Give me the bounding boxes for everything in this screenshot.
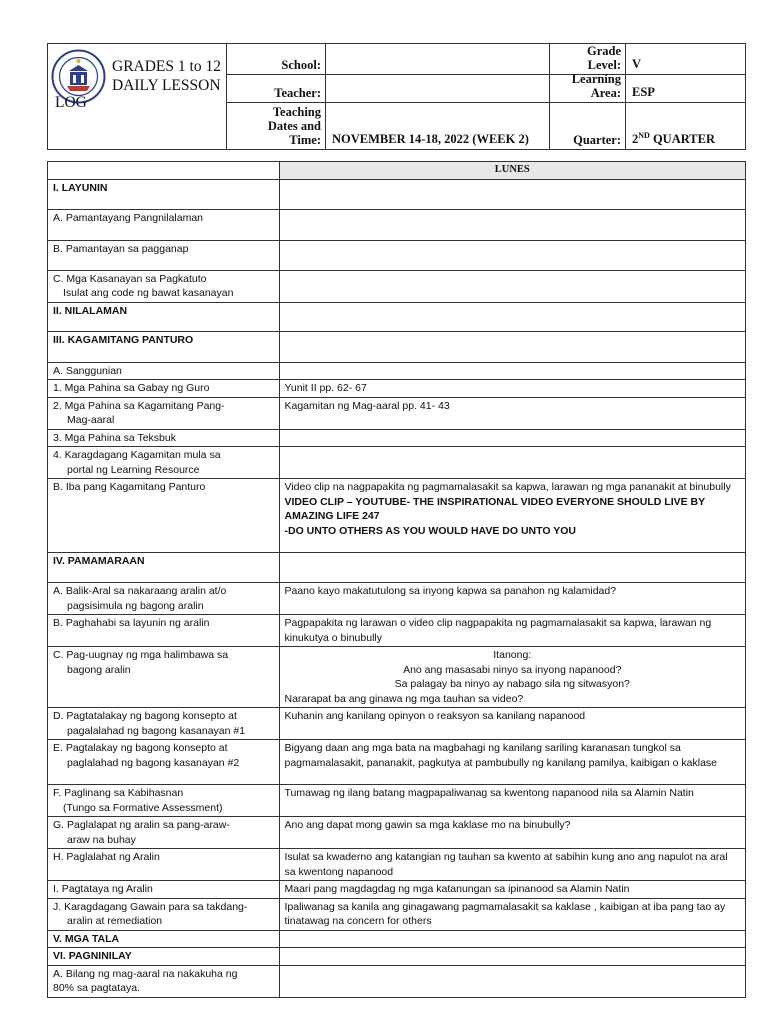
dates-label-3: Time:	[289, 133, 321, 147]
row-pagtatalakay-1	[48, 708, 279, 740]
cell-kagamitang-mag-aaral[interactable]: Kagamitan ng Mag-aaral pp. 41- 43	[279, 397, 745, 429]
row-pagtataya: I. Pagtataya ng Aralin	[48, 881, 279, 899]
karagdagang-gawain-1: J. Karagdagang Gawain para sa takdang-	[53, 900, 248, 913]
logo-cell	[48, 44, 227, 149]
cell-sanggunian[interactable]	[279, 362, 745, 380]
row-pamantayan-pagganap: B. Pamantayan sa pagganap	[48, 240, 279, 270]
dates-label-1: Teaching	[272, 105, 321, 119]
header-block	[47, 43, 746, 150]
row-karagdagang-gawain	[48, 898, 279, 930]
corner-cell	[48, 162, 279, 179]
cell-bilang[interactable]	[279, 965, 745, 997]
row-mga-tala: V. MGA TALA	[48, 930, 279, 948]
row-karagdagang-kagamitan	[48, 447, 279, 479]
bilang-1: A. Bilang ng mag-aaral na nakakuha ng	[53, 967, 238, 980]
quarter-value	[632, 131, 715, 147]
row-teksbuk: 3. Mga Pahina sa Teksbuk	[48, 429, 279, 447]
row-paghahabi: B. Paghahabi sa layunin ng aralin	[48, 615, 279, 647]
row-layunin: I. LAYUNIN	[48, 179, 279, 209]
row-kagamitang-panturo: III. KAGAMITANG PANTURO	[48, 331, 279, 362]
cell-gabay-guro[interactable]: Yunit II pp. 62- 67	[279, 380, 745, 398]
bilang-2: 80% sa pagtataya.	[53, 982, 140, 994]
dates-label-cell	[226, 103, 326, 149]
pag-uugnay-text-1: Itanong:	[493, 649, 532, 661]
quarter-label-cell	[550, 103, 626, 149]
cell-kagamitang-panturo[interactable]	[279, 331, 745, 362]
row-kasanayan	[48, 270, 279, 302]
kasanayan-sub: Isulat ang code ng bawat kasanayan	[63, 287, 234, 299]
row-pamantayang-pangnilalaman: A. Pamantayang Pangnilalaman	[48, 209, 279, 240]
cell-pagtatalakay-2[interactable]: Bigyang daan ang mga bata na magbahagi ng kanilang sariling karanasan tungkol sa pagmamalasakit, pananakit, pagkutya at pambubully ng kanilang pamilya, kaibigan o kaklase	[279, 740, 745, 785]
grade-value: V	[632, 57, 642, 71]
row-pagtatalakay-2	[48, 740, 279, 785]
quarter-rest: QUARTER	[649, 132, 716, 146]
cell-karagdagang-gawain[interactable]: Ipaliwanag sa kanila ang ginagawang pagmamalasakit sa kaklase , kaibigan at iba pang tao ay tinatawag na concern for others	[279, 898, 745, 930]
pagtatalakay2-2: paglalahad ng bagong kasanayan #2	[67, 756, 240, 769]
row-sanggunian: A. Sanggunian	[48, 362, 279, 380]
row-nilalaman: II. NILALAMAN	[48, 302, 279, 331]
quarter-num: 2	[632, 132, 639, 146]
area-value: ESP	[632, 85, 655, 99]
lesson-log-table	[47, 161, 746, 998]
cell-paghahabi[interactable]: Pagpapakita ng larawan o video clip nagpapakita ng pagmamalasakit sa kapwa, larawan ng kinukutya o binubully	[279, 615, 745, 647]
cell-karagdagang-kagamitan[interactable]	[279, 447, 745, 479]
quarter-field[interactable]	[626, 103, 745, 149]
kagamitang-mag-aaral-1: 2. Mga Pahina sa Kagamitang Pang-	[53, 399, 225, 412]
learning-area-label-cell	[550, 72, 626, 103]
row-pagninilay: VI. PAGNINILAY	[48, 948, 279, 966]
pagtatalakay1-1: D. Pagtatalakay ng bagong konsepto at	[53, 710, 237, 722]
cell-layunin[interactable]	[279, 179, 745, 209]
grade-label-2: Level:	[587, 58, 621, 72]
cell-pagninilay[interactable]	[279, 948, 745, 966]
day-header: LUNES	[279, 162, 745, 179]
row-iba-pang-kagamitan: B. Iba pang Kagamitang Panturo	[48, 479, 279, 553]
cell-mga-tala[interactable]	[279, 930, 745, 948]
balik-aral-2: pagsisimula ng bagong aralin	[67, 599, 204, 612]
cell-pagtatalakay-1[interactable]: Kuhanin ang kanilang opinyon o reaksyon sa kanilang napanood	[279, 708, 745, 740]
cell-pamamaraan[interactable]	[279, 553, 745, 583]
kasanayan-label: C. Mga Kasanayan sa Pagkatuto	[53, 272, 207, 285]
teacher-label: Teacher:	[274, 86, 321, 100]
quarter-label: Quarter:	[573, 133, 621, 147]
row-paglalahat: H. Paglalahat ng Aralin	[48, 849, 279, 881]
paglinang-1: F. Paglinang sa Kabihasnan	[53, 787, 184, 799]
form-title-line1: GRADES 1 to 12	[112, 58, 221, 75]
cell-paglalahat[interactable]: Isulat sa kwaderno ang katangian ng tauhan sa kwento at sabihin kung ano ang napulot na aral sa kwentong napanood	[279, 849, 745, 881]
grade-level-label-cell	[550, 44, 626, 75]
pag-uugnay-text-2: Ano ang masasabi ninyo sa inyong napanood?	[403, 663, 622, 676]
paglalapat-2: araw na buhay	[67, 833, 136, 846]
teacher-field[interactable]	[326, 75, 550, 103]
iba-pang-text-3: -DO UNTO OTHERS AS YOU WOULD HAVE DO UNTO YOU	[284, 524, 576, 537]
row-pag-uugnay	[48, 647, 279, 708]
learning-area-field[interactable]	[626, 75, 745, 103]
school-label-cell	[226, 44, 326, 75]
cell-pag-uugnay[interactable]	[279, 647, 745, 708]
pag-uugnay-2: bagong aralin	[67, 663, 131, 676]
row-paglinang	[48, 785, 279, 817]
cell-paglalapat[interactable]: Ano ang dapat mong gawin sa mga kaklase mo na binubully?	[279, 817, 745, 849]
iba-pang-text-1: Video clip na nagpapakita ng pagmamalasakit sa kapwa, larawan ng mga pananakit at binubully	[284, 481, 731, 493]
area-label-2: Area:	[590, 86, 621, 100]
cell-nilalaman[interactable]	[279, 302, 745, 331]
row-paglalapat	[48, 817, 279, 849]
form-title-line3: LOG	[55, 94, 87, 111]
teacher-label-cell	[226, 75, 326, 103]
grade-level-field[interactable]	[626, 44, 745, 75]
quarter-sup: ND	[638, 130, 650, 140]
grade-label-1: Grade	[586, 44, 621, 58]
pagtatalakay2-1: E. Pagtalakay ng bagong konsepto at	[53, 742, 228, 754]
karagdagang-gawain-2: aralin at remediation	[67, 915, 163, 927]
iba-pang-text-2: VIDEO CLIP – YOUTUBE- THE INSPIRATIONAL VIDEO EVERYONE SHOULD LIVE BY AMAZING LIFE 247	[284, 495, 705, 522]
pagtatalakay1-2: pagalalahad ng bagong kasanayan #1	[67, 724, 246, 737]
cell-pamantayang-pangnilalaman[interactable]	[279, 209, 745, 240]
cell-kasanayan[interactable]	[279, 270, 745, 302]
pag-uugnay-text-4: Nararapat ba ang ginawa ng mga tauhan sa video?	[284, 692, 524, 705]
pag-uugnay-1: C. Pag-uugnay ng mga halimbawa sa	[53, 649, 229, 661]
paglinang-2: (Tungo sa Formative Assessment)	[63, 801, 223, 814]
row-gabay-guro: 1. Mga Pahina sa Gabay ng Guro	[48, 380, 279, 398]
dates-value: NOVEMBER 14-18, 2022 (WEEK 2)	[332, 132, 529, 146]
cell-teksbuk[interactable]	[279, 429, 745, 447]
row-balik-aral	[48, 583, 279, 615]
cell-pagtataya[interactable]: Maari pang magdagdag ng mga katanungan sa ipinanood sa Alamin Natin	[279, 881, 745, 899]
school-label: School:	[281, 58, 321, 72]
form-title-line2: DAILY LESSON	[112, 77, 221, 94]
cell-iba-pang-kagamitan[interactable]	[279, 479, 745, 553]
cell-pamantayan-pagganap[interactable]	[279, 240, 745, 270]
row-bilang	[48, 965, 279, 997]
school-field[interactable]	[326, 44, 550, 75]
dates-label-2: Dates and	[267, 119, 321, 133]
balik-aral-1: A. Balik-Aral sa nakaraang aralin at/o	[53, 585, 227, 597]
dates-field[interactable]	[326, 103, 550, 149]
kagamitang-mag-aaral-2: Mag-aaral	[67, 414, 115, 426]
row-pamamaraan: IV. PAMAMARAAN	[48, 553, 279, 583]
karagdagang-kagamitan-2: portal ng Learning Resource	[67, 463, 200, 476]
pag-uugnay-text-3: Sa palagay ba ninyo ay nabago sila ng sitwasyon?	[394, 678, 630, 690]
row-kagamitang-mag-aaral	[48, 397, 279, 429]
cell-paglinang[interactable]: Tumawag ng ilang batang magpapaliwanag sa kwentong napanood nila sa Alamin Natin	[279, 785, 745, 817]
area-label-1: Learning	[571, 72, 621, 86]
karagdagang-kagamitan-1: 4. Karagdagang Kagamitan mula sa	[53, 449, 221, 461]
paglalapat-1: G. Paglalapat ng aralin sa pang-araw-	[53, 819, 230, 831]
cell-balik-aral[interactable]: Paano kayo makatutulong sa inyong kapwa sa panahon ng kalamidad?	[279, 583, 745, 615]
